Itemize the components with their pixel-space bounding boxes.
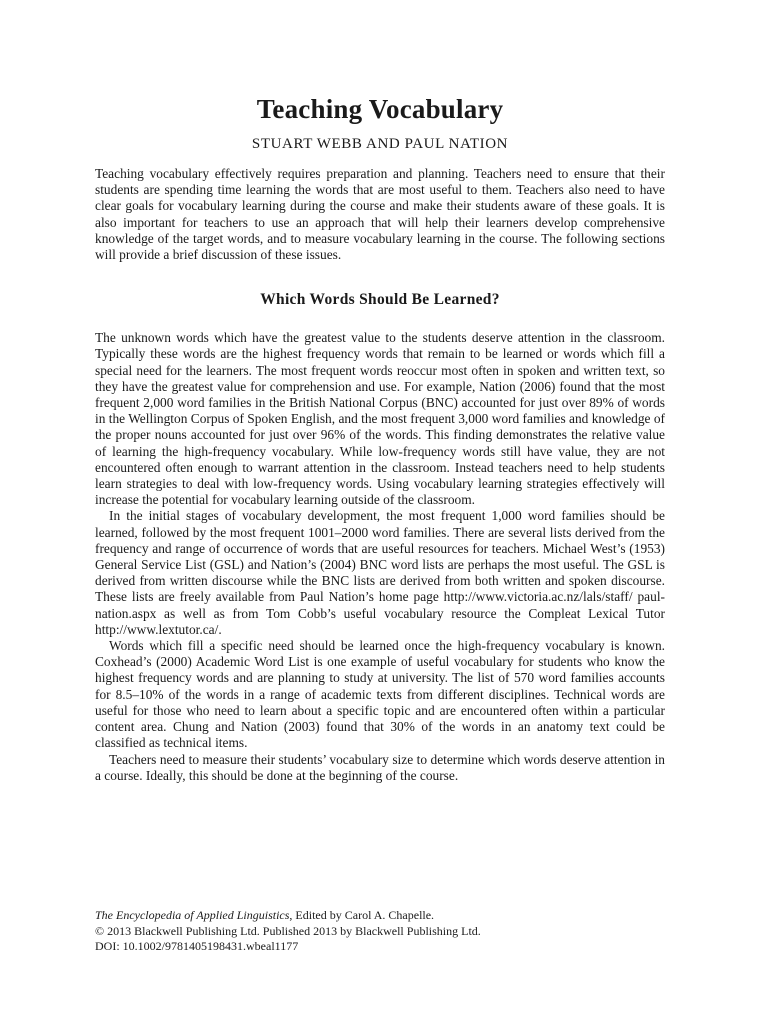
article-title: Teaching Vocabulary	[256, 94, 504, 124]
article-authors: STUART WEBB AND PAUL NATION	[251, 136, 509, 152]
intro-paragraph: Teaching vocabulary effectively requires preparation and planning. Teachers need to ensure that their students are spending time learning the words that are most useful to them. Teachers also need to have clear goals for vocabulary learning during the course and make their students aware of these goals. It is also important for teachers to use an approach that will help their learners develop comprehensive knowledge of the target words, and to measure vocabulary learning in the course. The following sections will provide a brief discussion of these issues.	[95, 166, 665, 263]
body-paragraph-1: The unknown words which have the greatest value to the students deserve attention in the classroom. Typically these words are the highest frequency words that remain to be learned or words which fill a special need for the learners. The most frequent words reoccur most often in spoken and written text, so they have the greatest value for comprehension and use. For example, Nation (2006) found that the most frequent 2,000 word families in the British National Corpus (BNC) accounted for just over 89% of words in the Wellington Corpus of Spoken English, and the most frequent 3,000 word families and knowledge of the proper nouns accounted for just over 96% of the words. This finding demonstrates the relative value of learning the high-frequency vocabulary. While low-frequency words still have value, they are not encountered often enough to warrant attention in the classroom. Instead teachers need to help students learn strategies to deal with low-frequency words. Using vocabulary learning strategies effectively will increase the potential for vocabulary learning outside of the classroom.	[95, 330, 665, 508]
section-heading: Which Words Should Be Learned?	[260, 291, 500, 309]
publication-footer	[95, 908, 665, 955]
book-title: The Encyclopedia of Applied Linguistics	[95, 908, 290, 922]
body-paragraph-4: Teachers need to measure their students’ vocabulary size to determine which words deserve attention in a course. Ideally, this should be done at the beginning of the course.	[95, 751, 665, 783]
citation-line	[95, 908, 665, 924]
body-paragraph-3: Words which fill a specific need should be learned once the high-frequency vocabulary is known. Coxhead’s (2000) Academic Word List is one example of useful vocabulary for students who know the highest frequency words and are planning to study at university. The list of 570 word families accounts for 8.5–10% of the words in a range of academic texts from different disciplines. Technical words are useful for those who need to learn about a specific topic and are encountered often within a particular content area. Chung and Nation (2003) found that 30% of the words in an anatomy text could be classified as technical items.	[95, 638, 665, 751]
book-editor: , Edited by Carol A. Chapelle.	[289, 908, 435, 922]
article-body	[95, 92, 665, 784]
doi-line: DOI: 10.1002/9781405198431.wbeal1177	[95, 939, 299, 953]
body-paragraph-2: In the initial stages of vocabulary development, the most frequent 1,000 word families should be learned, followed by the most frequent 1001–2000 word families. There are several lists derived from the frequency and range of occurrence of words that are useful resources for teachers. Michael West’s (1953) General Service List (GSL) and Nation’s (2004) BNC word lists are perhaps the most useful. The GSL is derived from written discourse while the BNC lists are derived from both written and spoken discourse. These lists are freely available from Paul Nation’s home page http://www.victoria.ac.nz/lals/staff/ paul-nation.aspx as well as from Tom Cobb’s useful vocabulary resource the Compleat Lexical Tutor http://www.lextutor.ca/.	[95, 508, 665, 637]
copyright-line: © 2013 Blackwell Publishing Ltd. Published 2013 by Blackwell Publishing Ltd.	[95, 923, 481, 938]
